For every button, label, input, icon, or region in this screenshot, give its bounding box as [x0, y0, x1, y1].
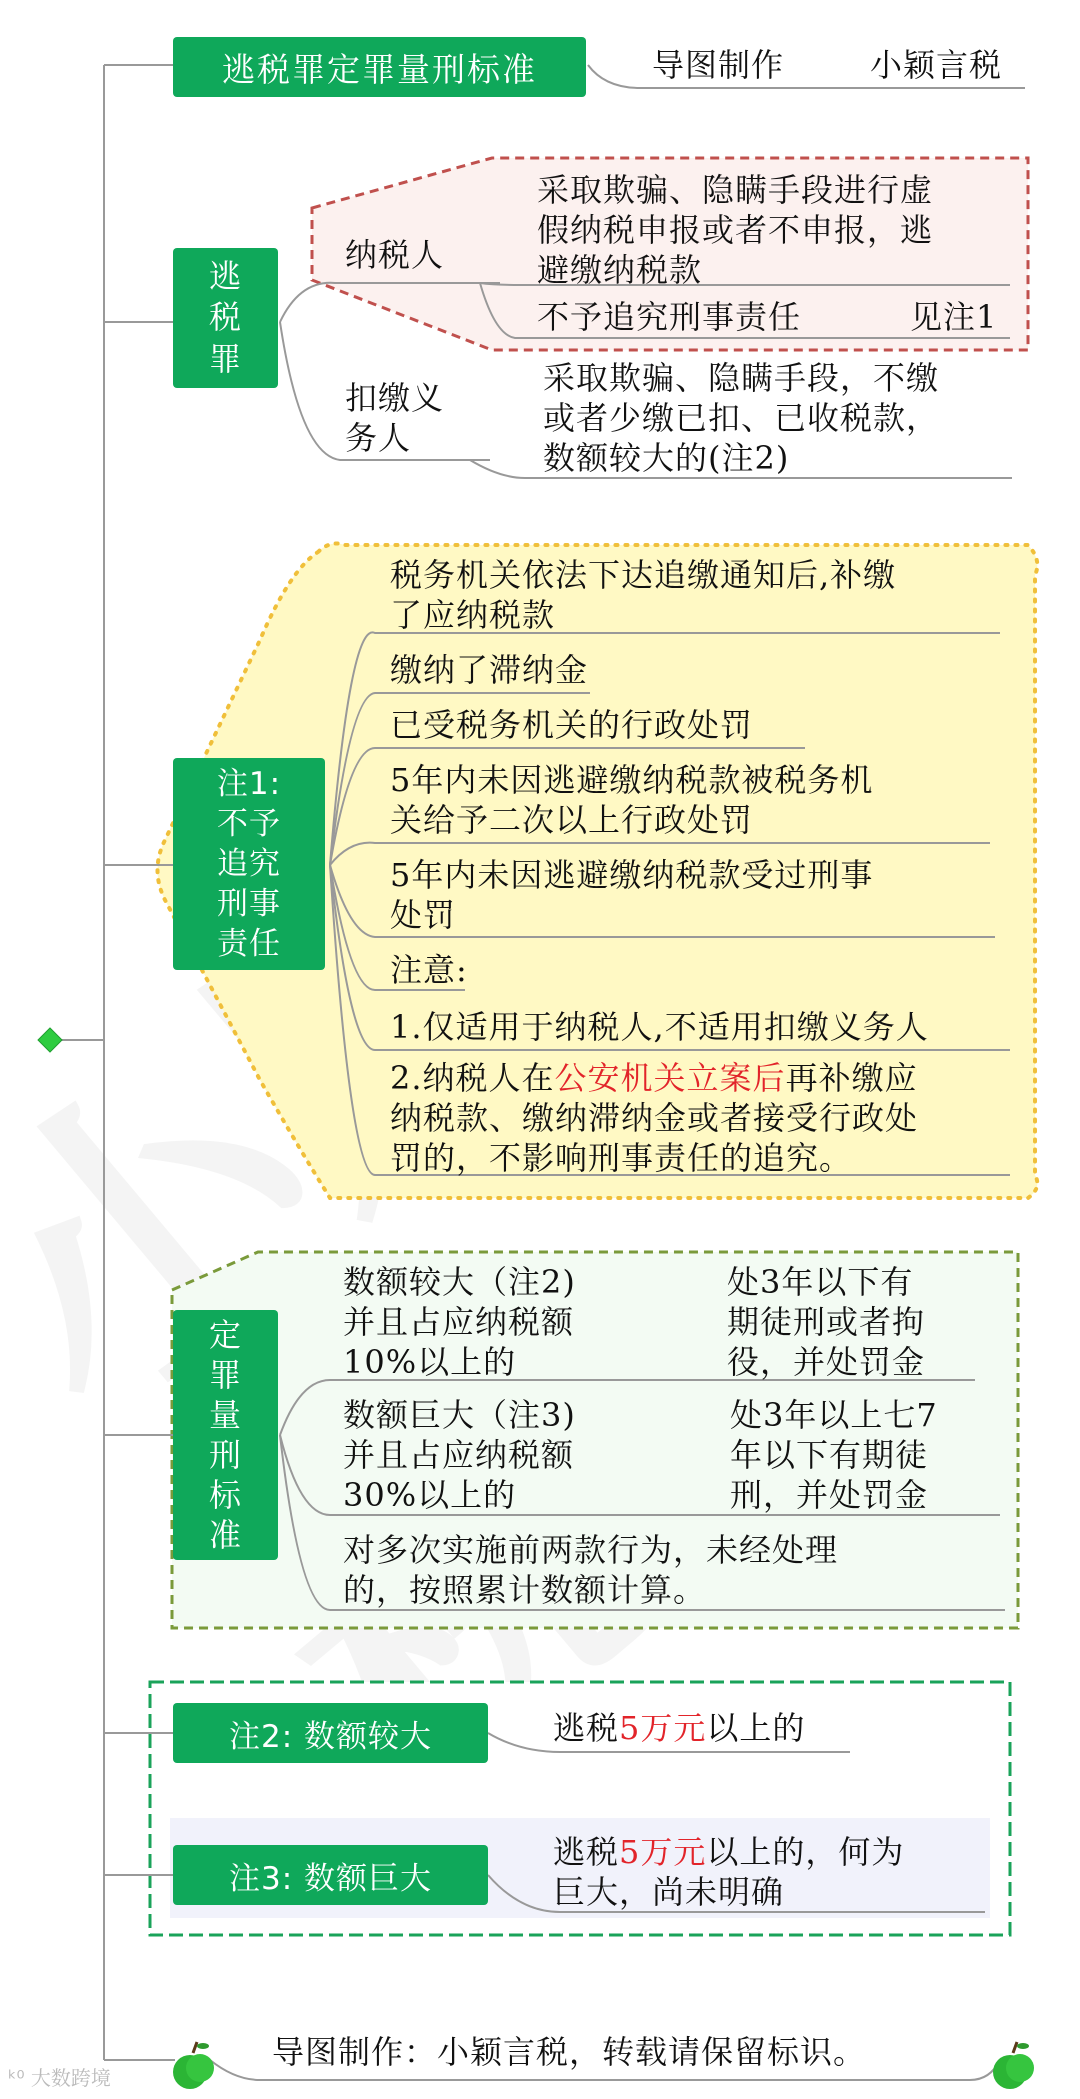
- footer-text: 导图制作：小颖言税，转载请保留标识。: [272, 2033, 867, 2071]
- note1-item-5: 5年内未因逃避缴纳税款受过刑事 处罚: [390, 856, 874, 934]
- apple-icon-right: [993, 2042, 1034, 2089]
- note1-box: [173, 758, 325, 970]
- cumulative-rule: 对多次实施前两款行为，未经处理 的，按照累计数额计算。: [343, 1531, 839, 1609]
- note2-box: [173, 1703, 488, 1763]
- note1-item-6: 注意:: [390, 951, 468, 989]
- note1-item-2: 缴纳了滞纳金: [390, 651, 589, 689]
- note1-label: 注1: 不予 追究 刑事 责任: [216, 766, 282, 962]
- note3-post: 以上的，何为 巨大，尚未明确: [553, 1833, 905, 1911]
- note1-item-7: 1.仅适用于纳税人,不适用扣缴义务人: [390, 1008, 929, 1046]
- tax-evasion-box: [173, 248, 278, 388]
- taxpayer-label: 纳税人: [345, 236, 445, 274]
- note1-item-8-post: 再补缴应 纳税款、缴纳滞纳金或者接受行政处 罚的，不影响刑事责任的追究。: [390, 1059, 919, 1177]
- note2-pre: 逃税: [553, 1709, 620, 1747]
- note2-label: 注2: 数额较大: [228, 1718, 433, 1755]
- huge-amount-penalty: 处3年以上七7 年以下有期徒 刑，并处罚金: [730, 1396, 938, 1514]
- note3-label: 注3: 数额巨大: [228, 1860, 433, 1897]
- apple-icon-left: [173, 2042, 214, 2089]
- see-note-text: 见注1: [910, 298, 998, 336]
- huge-amount-condition: 数额巨大（注3) 并且占应纳税额 30%以上的: [343, 1396, 576, 1514]
- note1-item-8: [390, 1058, 918, 1178]
- withholding-desc: 采取欺骗、隐瞒手段，不缴 或者少缴已扣、已收税款， 数额较大的(注2): [543, 359, 940, 477]
- note1-item-4: 5年内未因逃避缴纳税款被税务机 关给予二次以上行政处罚: [390, 761, 874, 839]
- root-diamond-icon: [38, 1028, 62, 1052]
- note3-highlight: 5万元: [619, 1833, 707, 1871]
- large-amount-condition: 数额较大（注2) 并且占应纳税额 10%以上的: [343, 1263, 576, 1381]
- note2-text: [553, 1708, 805, 1748]
- maker-label: 导图制作: [652, 46, 785, 84]
- note3-text: [553, 1832, 904, 1912]
- corner-logo-text: 大数跨境: [30, 2066, 111, 2090]
- note1-item-1: 税务机关依法下达追缴通知后,补缴 了应纳税款: [390, 556, 897, 634]
- note3-pre: 逃税: [553, 1833, 620, 1871]
- sentencing-box: [173, 1310, 278, 1560]
- corner-logo: [8, 2062, 111, 2091]
- no-liability-text: 不予追究刑事责任: [537, 298, 802, 336]
- tax-evasion-label: 逃 税 罪: [208, 256, 242, 378]
- sentencing-label: 定 罪 量 刑 标 准: [208, 1316, 242, 1554]
- taxpayer-desc: 采取欺骗、隐瞒手段进行虚 假纳税申报或者不申报，逃 避缴纳税款: [537, 171, 934, 289]
- corner-logo-icon: ᵏ⁰: [8, 2066, 25, 2090]
- note2-post: 以上的: [706, 1709, 806, 1747]
- note1-item-8-highlight: 公安机关立案后: [554, 1059, 786, 1097]
- note1-item-3: 已受税务机关的行政处罚: [390, 706, 754, 744]
- title-box: [173, 37, 586, 97]
- withholding-label: 扣缴义 务人: [345, 379, 445, 457]
- note2-highlight: 5万元: [619, 1709, 707, 1747]
- note1-item-8-pre: 2.纳税人在: [390, 1059, 555, 1097]
- note3-box: [173, 1845, 488, 1905]
- page-title: 逃税罪定罪量刑标准: [222, 49, 537, 89]
- large-amount-penalty: 处3年以下有 期徒刑或者拘 役，并处罚金: [727, 1263, 926, 1381]
- author-label: 小颖言税: [870, 46, 1003, 84]
